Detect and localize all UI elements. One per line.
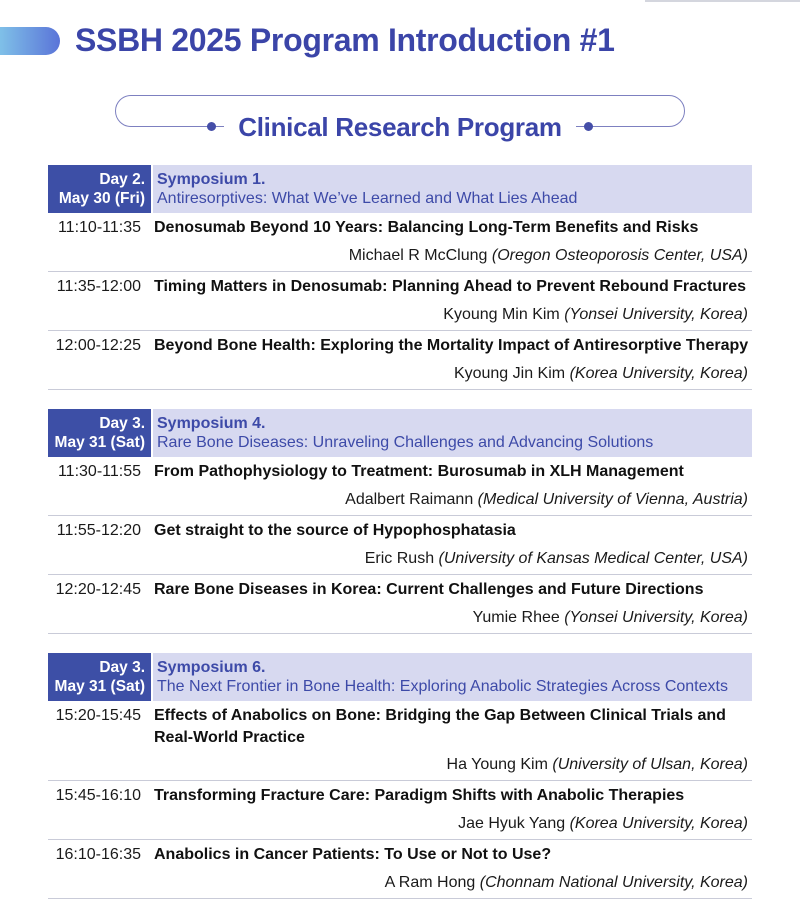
date-label: May 31 (Sat): [54, 678, 145, 695]
speaker-affiliation: (Yonsei University, Korea): [564, 609, 748, 626]
speaker-name: Eric Rush: [364, 550, 435, 567]
talk-row: [48, 331, 752, 390]
talk-speaker-line: [48, 543, 752, 570]
talk-title: Denosumab Beyond 10 Years: Balancing Long-Term Benefits and Risks: [154, 219, 699, 236]
speaker-affiliation: (Yonsei University, Korea): [564, 306, 748, 323]
talk-title: Effects of Anabolics on Bone: Bridging the Gap Between Clinical Trials and Real-World Practice: [154, 707, 726, 746]
talk-time: 11:30-11:55: [57, 463, 141, 480]
talk-title: Get straight to the source of Hypophosphatasia: [154, 522, 516, 539]
talk-time: 12:00-12:25: [55, 337, 141, 354]
talk-row: [48, 840, 752, 899]
day-date-cell: [48, 409, 151, 457]
header-accent-tab: [0, 27, 60, 55]
speaker-name: Adalbert Raimann: [345, 491, 474, 508]
talk-title: Anabolics in Cancer Patients: To Use or Not to Use?: [154, 846, 552, 863]
talk-row: [48, 575, 752, 634]
speaker-affiliation: (Korea University, Korea): [569, 815, 748, 832]
day-date-cell: [48, 165, 151, 213]
speaker-name: Ha Young Kim: [446, 756, 548, 773]
symposium-number: Symposium 1.: [157, 171, 266, 188]
symposium-number: Symposium 4.: [157, 415, 266, 432]
speaker-affiliation: (Chonnam National University, Korea): [479, 874, 748, 891]
session-block: [48, 409, 752, 634]
speaker-name: Kyoung Jin Kim: [453, 365, 566, 382]
speaker-affiliation: (Oregon Osteoporosis Center, USA): [491, 247, 748, 264]
session-header: [48, 165, 752, 213]
talk-speaker-line: [48, 867, 752, 894]
speaker-name: Yumie Rhee: [472, 609, 560, 626]
talk-title: Beyond Bone Health: Exploring the Mortality Impact of Antiresorptive Therapy: [154, 337, 749, 354]
banner-dot-left: [207, 122, 216, 131]
symposium-number: Symposium 6.: [157, 659, 266, 676]
page-title: SSBH 2025 Program Introduction #1: [75, 22, 615, 58]
talk-time: 12:20-12:45: [55, 581, 141, 598]
talk-time: 11:35-12:00: [56, 278, 141, 295]
day-date-cell: [48, 653, 151, 701]
symposium-theme: The Next Frontier in Bone Health: Exploring Anabolic Strategies Across Contexts: [157, 678, 728, 695]
day-label: Day 3.: [99, 659, 145, 676]
top-divider: [645, 0, 800, 2]
talk-row: [48, 516, 752, 575]
session-block: [48, 165, 752, 390]
speaker-name: Kyoung Min Kim: [443, 306, 560, 323]
speaker-name: Jae Hyuk Yang: [458, 815, 566, 832]
talk-row: [48, 213, 752, 272]
talk-speaker-line: [48, 358, 752, 385]
talk-row: [48, 701, 752, 781]
session-header: [48, 653, 752, 701]
speaker-name: A Ram Hong: [384, 874, 476, 891]
talk-title: Timing Matters in Denosumab: Planning Ahead to Prevent Rebound Fractures: [154, 278, 747, 295]
talk-row: [48, 781, 752, 840]
talk-time: 16:10-16:35: [55, 846, 141, 863]
date-label: May 30 (Fri): [58, 190, 145, 207]
talk-speaker-line: [48, 240, 752, 267]
talk-speaker-line: [48, 299, 752, 326]
talk-speaker-line: [48, 484, 752, 511]
symposium-cell: [151, 165, 752, 213]
speaker-affiliation: (University of Ulsan, Korea): [552, 756, 748, 773]
symposium-cell: [151, 409, 752, 457]
talk-time: 15:20-15:45: [55, 707, 141, 724]
talk-row: [48, 272, 752, 331]
speaker-affiliation: (University of Kansas Medical Center, USA): [438, 550, 748, 567]
speaker-affiliation: (Medical University of Vienna, Austria): [477, 491, 748, 508]
talk-speaker-line: [48, 749, 752, 776]
talk-time: 11:10-11:35: [57, 219, 141, 236]
speaker-affiliation: (Korea University, Korea): [569, 365, 748, 382]
section-title: Clinical Research Program: [224, 112, 576, 143]
talk-speaker-line: [48, 808, 752, 835]
talk-time: 11:55-12:20: [56, 522, 141, 539]
talk-speaker-line: [48, 602, 752, 629]
session-header: [48, 409, 752, 457]
talk-row: [48, 457, 752, 516]
symposium-theme: Rare Bone Diseases: Unraveling Challenges and Advancing Solutions: [157, 434, 654, 451]
talk-title: From Pathophysiology to Treatment: Burosumab in XLH Management: [154, 463, 684, 480]
day-label: Day 2.: [99, 171, 145, 188]
session-block: [48, 653, 752, 899]
symposium-theme: Antiresorptives: What We’ve Learned and What Lies Ahead: [157, 190, 578, 207]
date-label: May 31 (Sat): [54, 434, 145, 451]
banner-dot-right: [584, 122, 593, 131]
talk-title: Transforming Fracture Care: Paradigm Shifts with Anabolic Therapies: [154, 787, 685, 804]
symposium-cell: [151, 653, 752, 701]
talk-time: 15:45-16:10: [55, 787, 141, 804]
talk-title: Rare Bone Diseases in Korea: Current Challenges and Future Directions: [154, 581, 704, 598]
speaker-name: Michael R McClung: [348, 247, 488, 264]
day-label: Day 3.: [99, 415, 145, 432]
